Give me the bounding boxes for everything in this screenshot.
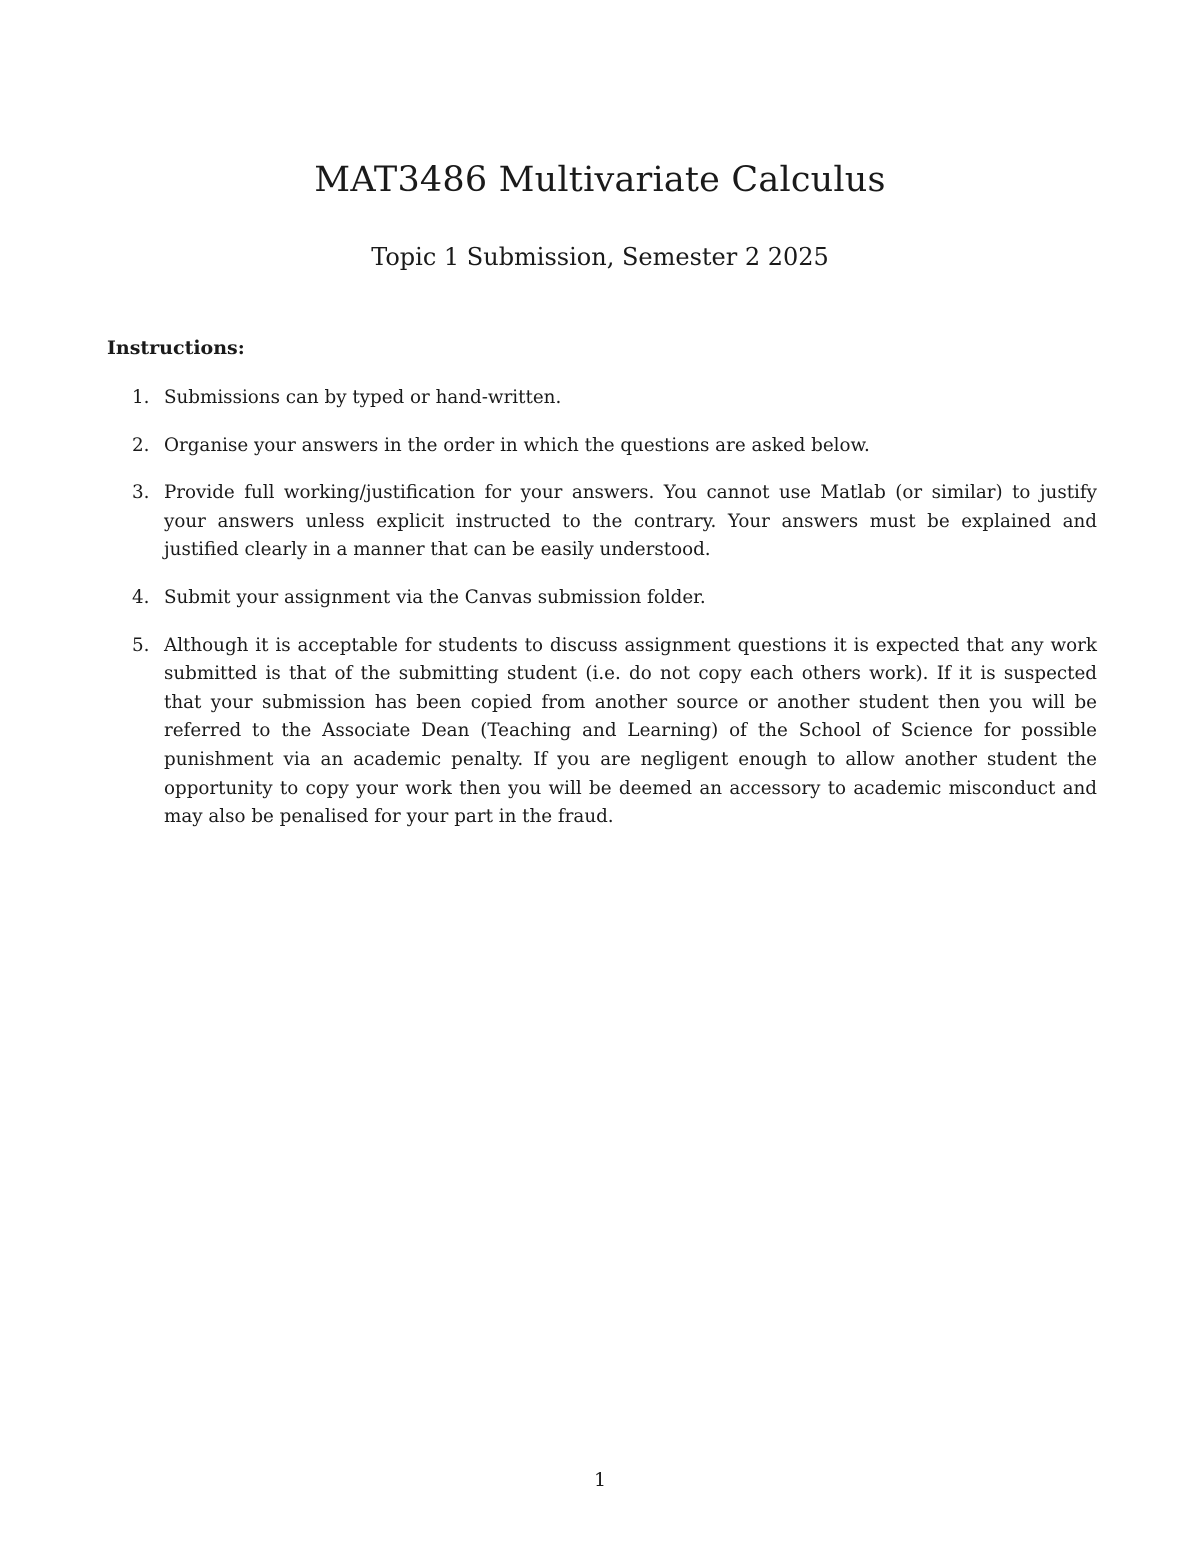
instruction-item (107, 384, 1097, 413)
instruction-number: 4. (132, 586, 150, 608)
instruction-text: Although it is acceptable for students to discuss assignment questions it is expected that any work submitted is that of the submitting student (i.e. do not copy each others work). If it is suspected that your submission has been copied from another source or another student then you will be referred to the Associate Dean (Teaching and Learning) of the School of Science for possible punishment via an academic penalty. If you are negligent enough to allow another student the opportunity to copy your work then you will be deemed an accessory to academic misconduct and may also be penalised for your part in the fraud. (164, 634, 1097, 828)
instruction-number: 3. (132, 482, 150, 504)
instruction-text: Submissions can by typed or hand-written. (164, 387, 562, 408)
instruction-text: Provide full working/justification for your answers. You cannot use Matlab (or similar) to justify your answers unless explicit instructed to the contrary. Your answers must be explained and justified clearly in a manner that can be easily understood. (164, 482, 1097, 561)
instruction-number: 2. (132, 434, 150, 456)
instruction-text: Organise your answers in the order in which the questions are asked below. (164, 434, 870, 456)
instruction-item (107, 584, 1097, 613)
instruction-text: Submit your assignment via the Canvas submission folder. (164, 586, 706, 608)
instruction-item (107, 632, 1097, 832)
instructions-heading: Instructions: (107, 337, 245, 359)
document-subtitle: Topic 1 Submission, Semester 2 2025 (371, 243, 829, 271)
instruction-number: 5. (132, 634, 150, 656)
instruction-item (107, 479, 1097, 565)
instruction-number: 1. (132, 387, 150, 408)
instructions-list (107, 384, 1097, 851)
instruction-item (107, 432, 1097, 461)
page-number: 1 (593, 1469, 607, 1491)
document-title: MAT3486 Multivariate Calculus (314, 160, 886, 200)
